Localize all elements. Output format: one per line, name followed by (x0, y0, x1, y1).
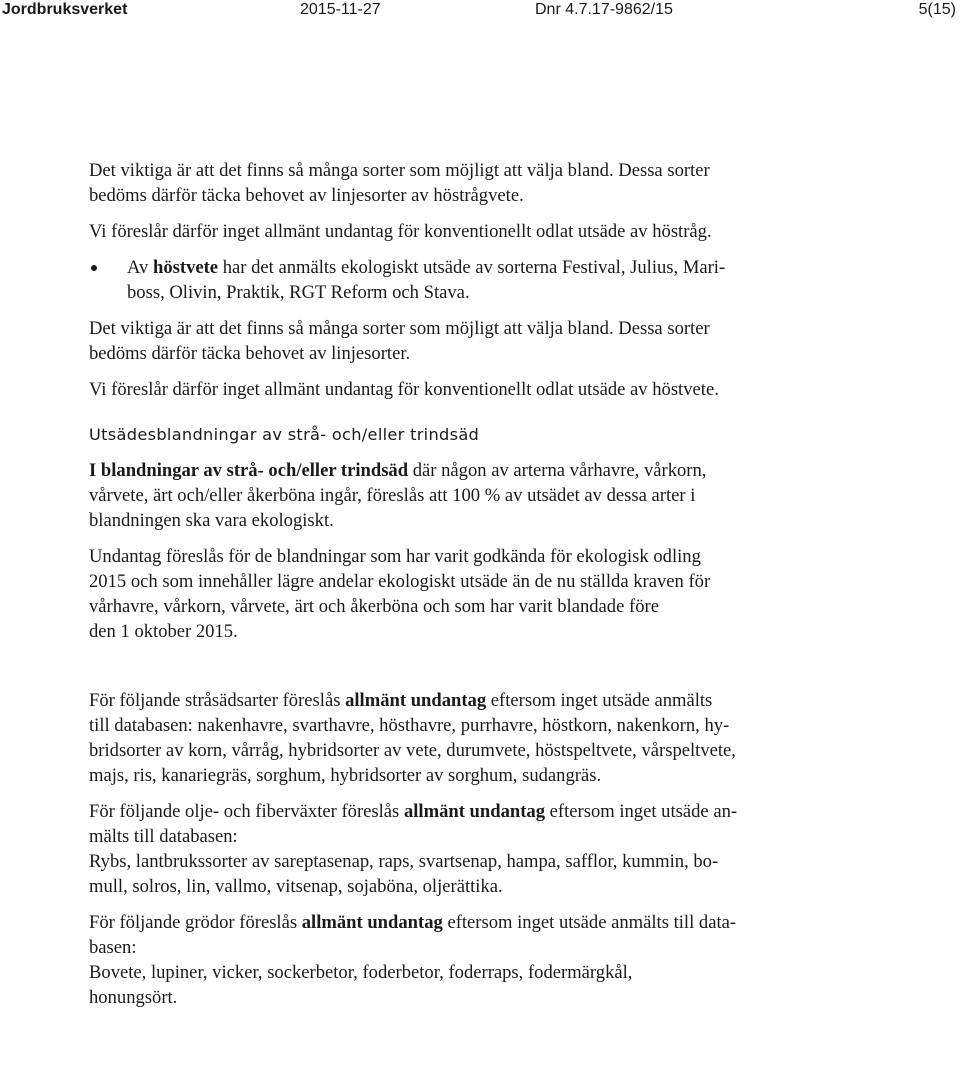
text-fragment: För följande grödor föreslås (89, 912, 302, 933)
paragraph-blandningar (89, 458, 879, 533)
page-header (0, 0, 960, 22)
bold-term: höstvete (153, 257, 219, 278)
document-number: Dnr 4.7.17-9862/15 (535, 1, 673, 18)
text-fragment: För följande olje- och fiberväxter föreslås (89, 801, 404, 822)
section-heading: Utsädesblandningar av strå- och/eller trindsäd (89, 425, 480, 444)
bold-term: allmänt undantag (403, 801, 545, 822)
text-line: majs, ris, kanariegräs, sorghum, hybridsorter av sorghum, sudangräs. (89, 765, 602, 786)
document-body (89, 158, 879, 1021)
paragraph-undantag-blandningar (89, 544, 879, 644)
text-line: bedöms därför täcka behovet av linjesorter. (89, 343, 411, 364)
text-line: vårvete, ärt och/eller åkerböna ingår, föreslås att 100 % av utsädet av dessa arter i (89, 485, 696, 506)
text-line: honungsört. (89, 987, 178, 1008)
bold-term: allmänt undantag (301, 912, 443, 933)
text-line: Rybs, lantbrukssorter av sareptasenap, raps, svartsenap, hampa, safflor, kummin, bo- (89, 851, 719, 872)
text-line: bridsorter av korn, vårråg, hybridsorter av vete, durumvete, höstspeltvete, vårspeltvete, (89, 740, 736, 761)
paragraph-grodor (89, 910, 879, 1010)
text-line: vårhavre, vårkorn, vårvete, ärt och åkerböna och som har varit blandade före (89, 596, 659, 617)
text-fragment: där någon av arterna vårhavre, vårkorn, (408, 460, 707, 481)
text-line: bedöms därför täcka behovet av linjesorter av höstrågvete. (89, 185, 524, 206)
text-line: Vi föreslår därför inget allmänt undantag för konventionellt odlat utsäde av höstvete. (89, 379, 719, 400)
bold-term: I blandningar av strå- och/eller trindsäd (89, 460, 409, 481)
organization-name: Jordbruksverket (2, 1, 128, 18)
paragraph-hostvete-conclusion (89, 377, 879, 402)
paragraph-olje-fibervaxter (89, 799, 879, 899)
text-line: Det viktiga är att det finns så många sorter som möjligt att välja bland. Dessa sorter (89, 318, 710, 339)
text-line: Bovete, lupiner, vicker, sockerbetor, foderbetor, foderraps, fodermärgkål, (89, 962, 633, 983)
paragraph-sorter-hostvete (89, 316, 879, 366)
document-date: 2015-11-27 (300, 1, 381, 18)
text-fragment: eftersom inget utsäde anmälts till data- (442, 912, 737, 933)
paragraph-hostrag-conclusion (89, 219, 879, 244)
text-line: mull, solros, lin, vallmo, vitsenap, sojaböna, oljerättika. (89, 876, 503, 897)
text-fragment: eftersom inget utsäde anmälts (486, 690, 713, 711)
text-fragment: Av (127, 257, 153, 278)
page-number: 5(15) (918, 1, 956, 18)
text-line: den 1 oktober 2015. (89, 621, 238, 642)
bold-term: allmänt undantag (345, 690, 487, 711)
text-fragment: har det anmälts ekologiskt utsäde av sorterna Festival, Julius, Mari- (218, 257, 726, 278)
paragraph-strasadsarter (89, 688, 879, 788)
text-line: blandningen ska vara ekologiskt. (89, 510, 334, 531)
text-line: Vi föreslår därför inget allmänt undantag för konventionellt odlat utsäde av höstråg. (89, 221, 712, 242)
text-line: boss, Olivin, Praktik, RGT Reform och Stava. (127, 282, 470, 303)
text-fragment: eftersom inget utsäde an- (545, 801, 738, 822)
text-line: Undantag föreslås för de blandningar som har varit godkända för ekologisk odling (89, 546, 701, 567)
text-line: basen: (89, 937, 137, 958)
paragraph-sorter-hostragvete (89, 158, 879, 208)
text-line: till databasen: nakenhavre, svarthavre, hösthavre, purrhavre, höstkorn, nakenkorn, hy- (89, 715, 730, 736)
text-fragment: För följande stråsädsarter föreslås (89, 690, 346, 711)
text-line: mälts till databasen: (89, 826, 238, 847)
text-line: 2015 och som innehåller lägre andelar ekologiskt utsäde än de nu ställda kraven för (89, 571, 711, 592)
bullet-hostvete (89, 255, 879, 305)
bullet-dot-icon (91, 265, 97, 271)
text-line: Det viktiga är att det finns så många sorter som möjligt att välja bland. Dessa sorter (89, 160, 710, 181)
